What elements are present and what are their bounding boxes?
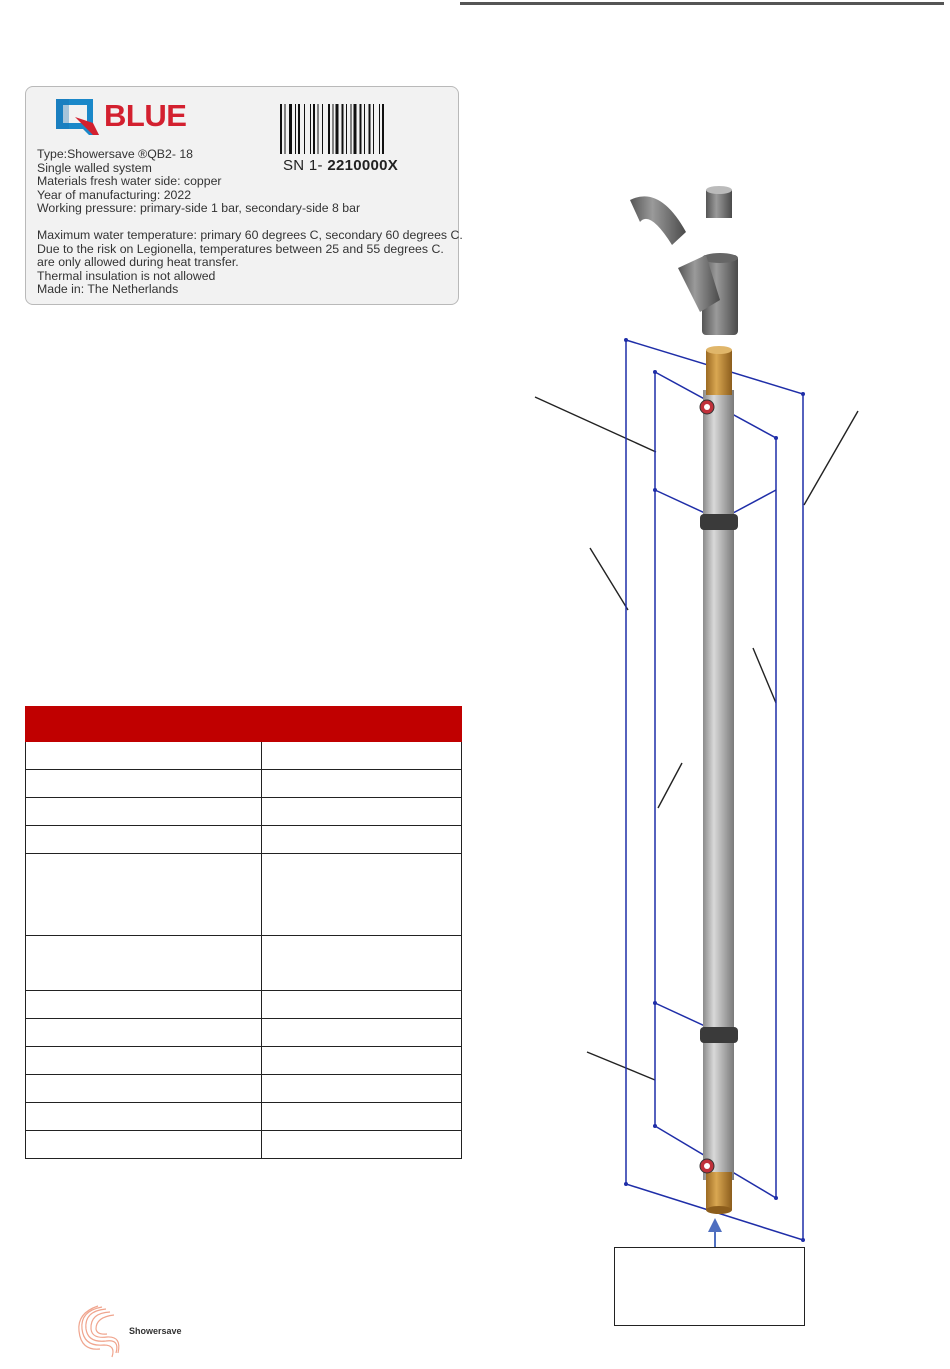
table-header-cell <box>262 707 462 742</box>
label-line: Maximum water temperature: primary 60 degrees C, secondary 60 degrees C. <box>37 228 463 242</box>
brand-wordmark: BLUE <box>104 98 187 133</box>
label-line: Thermal insulation is not allowed <box>37 268 216 283</box>
table-header-cell <box>26 707 262 742</box>
label-line: Year of manufacturing: 2022 <box>37 187 192 202</box>
product-label <box>25 86 463 305</box>
barcode-icon <box>280 104 422 154</box>
serial-value: 2210000X <box>327 157 399 174</box>
label-line: Single walled system <box>37 160 152 175</box>
serial-prefix: SN 1- <box>283 157 323 174</box>
heat-exchanger-drawing <box>520 175 940 1335</box>
label-line: are only allowed during heat transfer. <box>37 255 239 269</box>
table-row <box>26 936 462 991</box>
table-row <box>26 826 462 854</box>
label-line: Working pressure: primary-side 1 bar, secondary-side 8 bar <box>37 201 361 215</box>
callout-box <box>614 1247 805 1326</box>
showersave-logo-icon <box>76 1303 126 1359</box>
table-row <box>26 798 462 826</box>
table-row <box>26 770 462 798</box>
table-row <box>26 854 462 936</box>
table-header-row <box>26 707 462 742</box>
footer-brand: Showersave <box>129 1326 182 1336</box>
label-line: Due to the risk on Legionella, temperatures between 25 and 55 degrees C. <box>37 241 444 256</box>
table-row <box>26 742 462 770</box>
top-rule <box>460 2 944 5</box>
label-line: Materials fresh water side: copper <box>37 174 222 188</box>
table-row <box>26 1047 462 1075</box>
table-row <box>26 1019 462 1047</box>
table-row <box>26 1103 462 1131</box>
spec-table <box>25 706 462 1159</box>
table-row <box>26 1131 462 1159</box>
label-line: Type:Showersave ®QB2- 18 <box>37 147 194 161</box>
table-row <box>26 991 462 1019</box>
table-row <box>26 1075 462 1103</box>
label-text <box>37 147 463 297</box>
label-line: Made in: The Netherlands <box>37 282 179 296</box>
